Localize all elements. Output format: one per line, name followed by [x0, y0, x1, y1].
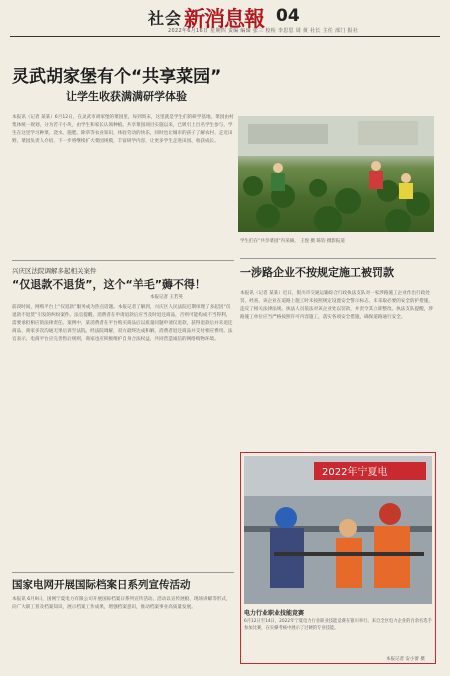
- banner-text: 2022年宁夏电: [322, 467, 388, 478]
- section-divider: [12, 260, 234, 261]
- section-title: 社会: [148, 9, 183, 28]
- photo-caption: 学生们在“共享菜园”内采摘。 王悦 摄 陈钧 摄影报道: [240, 239, 345, 244]
- garden-photo: [238, 116, 434, 232]
- article-body: 前段时间，网购平台上“仅退款”服务成为热点话题。本报记者了解到，兴庆区人民法院近期审理了多起因“仅退款不退货”引发的纠纷案件。法官提醒，消费者在申请退款后应当及时退还商品，否则可能构成不当得利，需要承担相应的法律责任。案例中，某消费者在平台购买商品后以质量问题申请仅退款，获得退款后并未退还商品，商家多次沟通无果后诉至法院。经法院调解，双方最终达成和解，消费者退还商品并支付相应费用。法官表示，电商平台应完善售后规则，商家也应积极维护自身合法权益，共同营造诚信的网络购物环境。: [12, 305, 233, 342]
- lead-subheadline: 让学生收获满满研学体验: [66, 90, 187, 103]
- section-divider: [240, 258, 436, 259]
- photo-credit: 本报记者 安小蕾 摄: [386, 657, 425, 662]
- page-number: 04: [276, 6, 300, 26]
- section-divider: [12, 572, 234, 573]
- box-body: 6月12日至14日，2022年宁夏电力行业职业技能竞赛在银川举行。来自全区电力企业的百余名选手参加比赛，在实操考核中展示了过硬的专业技能。: [244, 619, 432, 631]
- article-headline: 一涉路企业不按规定施工被罚款: [240, 266, 394, 279]
- lead-body: 本报讯（记者 某某）6月12日，在灵武市胡家堡的菜园里，每到周末，这里就是学生们的研学基地。菜园由村集体统一规划，分为若干小块，由学生和家长认领种植。共享菜园项目实施以来，已吸引上百名学生参与，学生在这里学习种菜、浇水、施肥、除草等农业知识，体验劳动的快乐，同时也让城市的孩子了解农村、走近田野。菜园负责人介绍，下一步将继续扩大菜园规模，丰富研学内容，让更多学生走进田园、收获成长。: [12, 115, 234, 144]
- article-headline: 国家电网开展国际档案日系列宣传活动: [12, 579, 191, 591]
- header-meta: 2022年6月16日 星期四 责编 编辑 张三 校检 李思思 周 黄 社长 主任 部门 报社: [168, 28, 359, 34]
- competition-photo: [244, 456, 432, 604]
- lead-headline: 灵武胡家堡有个“共享菜园”: [12, 67, 222, 87]
- article-kicker: 兴庆区法院调解多起相关案件: [12, 267, 97, 275]
- article-body: 本报讯（记者 某某）近日，银川市交通运输综合行政执法支队对一家涉路施工企业作出行政处罚。经查，该企业在道路上施工时未按照规定设置安全警示标志，未采取必要的安全防护措施，违反了相关法律法规。执法人员依法对该企业处以罚款，并责令其立即整改。执法支队提醒，涉路施工单位应当严格按照许可内容施工，落实各项安全措施，确保道路通行安全。: [240, 291, 433, 320]
- box-headline: 电力行业职业技能竞赛: [244, 610, 305, 617]
- article-body: 本报讯 6月9日，国网宁夏电力有限公司开展国际档案日系列宣传活动。活动以宣传展板、现场讲解等形式，向广大职工普及档案知识，展示档案工作成果，增强档案意识，推动档案事业高质量发展。: [12, 597, 231, 610]
- newspaper-logo: 新消息報: [184, 6, 264, 31]
- article-byline: 本报记者 王若英: [150, 295, 183, 300]
- header-rule: [10, 36, 440, 37]
- article-headline: “仅退款不退货”，这个“羊毛”薅不得！: [12, 278, 206, 291]
